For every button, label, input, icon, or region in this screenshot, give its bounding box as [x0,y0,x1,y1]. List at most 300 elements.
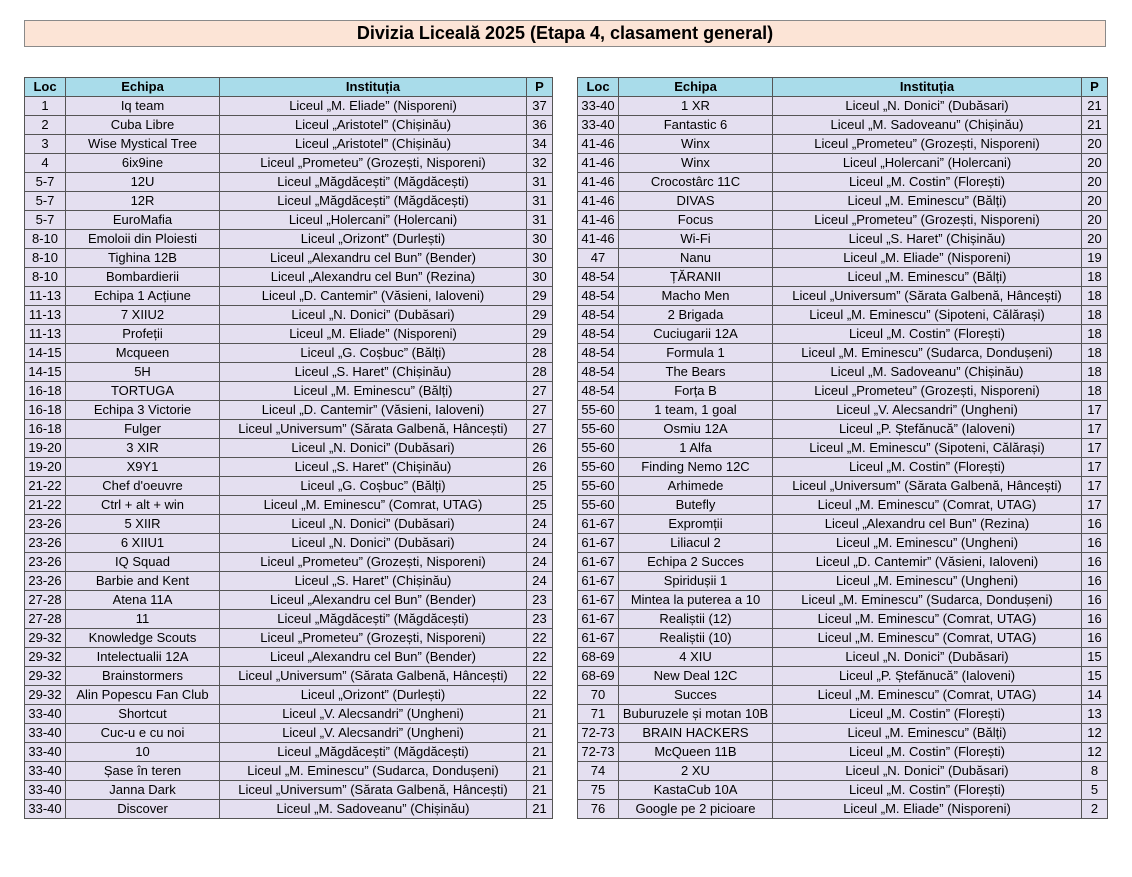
cell-loc: 16-18 [25,401,66,420]
table-row [578,591,1108,610]
cell-points: 17 [1082,458,1108,477]
cell-institution: Liceul „N. Donici” (Dubăsari) [220,306,527,325]
table-row [578,249,1108,268]
cell-team: Finding Nemo 12C [619,458,773,477]
standings-table-left [24,77,553,819]
cell-loc: 33-40 [25,724,66,743]
cell-institution: Liceul „M. Costin” (Florești) [773,743,1082,762]
cell-institution: Liceul „S. Haret” (Chișinău) [220,363,527,382]
cell-points: 21 [527,705,553,724]
cell-institution: Liceul „Alexandru cel Bun” (Rezina) [220,268,527,287]
table-row [25,686,553,705]
cell-team: Succes [619,686,773,705]
table-row [25,667,553,686]
cell-institution: Liceul „M. Eminescu” (Ungheni) [773,534,1082,553]
cell-loc: 61-67 [578,591,619,610]
table-row [25,496,553,515]
table-row [25,762,553,781]
table-row [25,477,553,496]
cell-team: Shortcut [66,705,220,724]
cell-team: X9Y1 [66,458,220,477]
table-row [25,192,553,211]
cell-points: 21 [527,724,553,743]
cell-loc: 19-20 [25,458,66,477]
cell-loc: 33-40 [25,762,66,781]
cell-team: Iq team [66,97,220,116]
cell-loc: 2 [25,116,66,135]
cell-team: DIVAS [619,192,773,211]
cell-institution: Liceul „M. Costin” (Florești) [773,325,1082,344]
cell-points: 18 [1082,344,1108,363]
cell-points: 21 [527,762,553,781]
cell-institution: Liceul „M. Eminescu” (Sudarca, Dondușeni) [220,762,527,781]
cell-institution: Liceul „M. Sadoveanu” (Chișinău) [773,116,1082,135]
cell-team: 6ix9ine [66,154,220,173]
cell-institution: Liceul „M. Eminescu” (Comrat, UTAG) [773,686,1082,705]
table-row [578,610,1108,629]
cell-loc: 23-26 [25,572,66,591]
cell-institution: Liceul „M. Eminescu” (Comrat, UTAG) [220,496,527,515]
cell-institution: Liceul „M. Eminescu” (Sudarca, Dondușeni) [773,344,1082,363]
cell-loc: 75 [578,781,619,800]
cell-institution: Liceul „M. Eliade” (Nisporeni) [220,325,527,344]
table-row [25,401,553,420]
cell-loc: 27-28 [25,591,66,610]
cell-points: 26 [527,458,553,477]
cell-team: 2 Brigada [619,306,773,325]
cell-institution: Liceul „G. Coșbuc” (Bălți) [220,477,527,496]
cell-loc: 3 [25,135,66,154]
cell-team: 5 XIIR [66,515,220,534]
cell-team: Discover [66,800,220,819]
cell-loc: 41-46 [578,173,619,192]
cell-team: Barbie and Kent [66,572,220,591]
cell-loc: 41-46 [578,154,619,173]
cell-team: Mintea la puterea a 10 [619,591,773,610]
cell-institution: Liceul „Universum” (Sărata Galbenă, Hâncești) [220,420,527,439]
table-row [25,382,553,401]
cell-loc: 55-60 [578,439,619,458]
cell-points: 21 [527,743,553,762]
cell-institution: Liceul „S. Haret” (Chișinău) [220,458,527,477]
cell-points: 16 [1082,572,1108,591]
cell-loc: 48-54 [578,287,619,306]
cell-team: Liliacul 2 [619,534,773,553]
table-row [578,686,1108,705]
cell-points: 27 [527,401,553,420]
cell-institution: Liceul „Prometeu” (Grozești, Nisporeni) [773,135,1082,154]
cell-loc: 11-13 [25,325,66,344]
table-header-row [578,78,1108,97]
table-row [578,534,1108,553]
cell-team: Google pe 2 picioare [619,800,773,819]
cell-team: Fulger [66,420,220,439]
cell-team: New Deal 12C [619,667,773,686]
header-institution: Instituția [773,78,1082,97]
cell-loc: 23-26 [25,515,66,534]
cell-institution: Liceul „Măgdăcești” (Măgdăcești) [220,743,527,762]
cell-team: Macho Men [619,287,773,306]
cell-loc: 8-10 [25,249,66,268]
cell-points: 15 [1082,667,1108,686]
cell-institution: Liceul „M. Costin” (Florești) [773,781,1082,800]
cell-team: Butefly [619,496,773,515]
cell-institution: Liceul „V. Alecsandri” (Ungheni) [773,401,1082,420]
header-institution: Instituția [220,78,527,97]
cell-points: 16 [1082,629,1108,648]
cell-institution: Liceul „Orizont” (Durlești) [220,230,527,249]
cell-points: 20 [1082,211,1108,230]
cell-loc: 33-40 [25,781,66,800]
cell-loc: 68-69 [578,648,619,667]
cell-institution: Liceul „Măgdăcești” (Măgdăcești) [220,192,527,211]
cell-team: Arhimede [619,477,773,496]
cell-institution: Liceul „Universum” (Sărata Galbenă, Hâncești) [773,477,1082,496]
cell-team: 1 XR [619,97,773,116]
cell-team: Crocostârc 11C [619,173,773,192]
cell-team: Chef d'oeuvre [66,477,220,496]
table-header-row [25,78,553,97]
cell-institution: Liceul „Alexandru cel Bun” (Bender) [220,249,527,268]
table-row [578,135,1108,154]
table-row [578,325,1108,344]
cell-loc: 55-60 [578,401,619,420]
cell-loc: 33-40 [25,705,66,724]
table-row [25,572,553,591]
table-row [25,458,553,477]
cell-loc: 61-67 [578,610,619,629]
cell-loc: 16-18 [25,420,66,439]
cell-institution: Liceul „Universum” (Sărata Galbenă, Hâncești) [773,287,1082,306]
cell-points: 25 [527,477,553,496]
cell-points: 21 [527,781,553,800]
cell-points: 20 [1082,135,1108,154]
cell-team: Knowledge Scouts [66,629,220,648]
table-row [578,724,1108,743]
cell-points: 21 [1082,97,1108,116]
table-row [578,211,1108,230]
cell-points: 12 [1082,743,1108,762]
cell-points: 24 [527,534,553,553]
cell-loc: 33-40 [25,800,66,819]
header-team: Echipa [66,78,220,97]
cell-team: The Bears [619,363,773,382]
table-row [578,629,1108,648]
cell-team: TORTUGA [66,382,220,401]
cell-team: Șase în teren [66,762,220,781]
cell-institution: Liceul „Universum” (Sărata Galbenă, Hâncești) [220,667,527,686]
cell-institution: Liceul „P. Ștefănucă” (Ialoveni) [773,667,1082,686]
cell-institution: Liceul „N. Donici” (Dubăsari) [773,97,1082,116]
table-row [25,610,553,629]
cell-institution: Liceul „Holercani” (Holercani) [773,154,1082,173]
cell-team: Tighina 12B [66,249,220,268]
cell-points: 24 [527,572,553,591]
cell-points: 17 [1082,420,1108,439]
cell-institution: Liceul „Aristotel” (Chișinău) [220,135,527,154]
cell-team: Echipa 1 Acțiune [66,287,220,306]
cell-institution: Liceul „M. Sadoveanu” (Chișinău) [220,800,527,819]
cell-team: Nanu [619,249,773,268]
cell-team: Winx [619,154,773,173]
table-row [578,382,1108,401]
cell-team: Formula 1 [619,344,773,363]
cell-loc: 55-60 [578,477,619,496]
table-row [578,268,1108,287]
cell-loc: 29-32 [25,648,66,667]
cell-points: 23 [527,591,553,610]
cell-team: EuroMafia [66,211,220,230]
table-row [25,116,553,135]
cell-loc: 23-26 [25,534,66,553]
cell-points: 26 [527,439,553,458]
cell-team: Echipa 3 Victorie [66,401,220,420]
cell-loc: 23-26 [25,553,66,572]
cell-institution: Liceul „M. Eminescu” (Bălți) [773,192,1082,211]
cell-loc: 8-10 [25,268,66,287]
cell-loc: 29-32 [25,667,66,686]
cell-institution: Liceul „M. Eminescu” (Sipoteni, Călărași) [773,439,1082,458]
cell-points: 12 [1082,724,1108,743]
cell-loc: 16-18 [25,382,66,401]
cell-team: 6 XIIU1 [66,534,220,553]
cell-institution: Liceul „M. Eliade” (Nisporeni) [220,97,527,116]
table-row [578,705,1108,724]
cell-team: Expromții [619,515,773,534]
cell-points: 20 [1082,192,1108,211]
cell-points: 17 [1082,496,1108,515]
cell-team: 3 XIR [66,439,220,458]
cell-points: 16 [1082,591,1108,610]
cell-institution: Liceul „M. Eminescu” (Sipoteni, Călărași) [773,306,1082,325]
cell-points: 34 [527,135,553,154]
table-row [578,439,1108,458]
table-row [25,420,553,439]
cell-institution: Liceul „Măgdăcești” (Măgdăcești) [220,610,527,629]
cell-institution: Liceul „Prometeu” (Grozești, Nisporeni) [773,211,1082,230]
cell-institution: Liceul „M. Eminescu” (Bălți) [773,268,1082,287]
cell-institution: Liceul „M. Eliade” (Nisporeni) [773,249,1082,268]
cell-points: 24 [527,553,553,572]
table-row [578,306,1108,325]
cell-loc: 48-54 [578,344,619,363]
cell-team: Spiridușii 1 [619,572,773,591]
standings-table-right [577,77,1108,819]
cell-team: Cuba Libre [66,116,220,135]
cell-institution: Liceul „N. Donici” (Dubăsari) [220,515,527,534]
table-row [25,306,553,325]
cell-institution: Liceul „V. Alecsandri” (Ungheni) [220,724,527,743]
cell-loc: 41-46 [578,135,619,154]
cell-points: 29 [527,325,553,344]
cell-loc: 61-67 [578,629,619,648]
cell-team: Atena 11A [66,591,220,610]
cell-team: Janna Dark [66,781,220,800]
cell-loc: 33-40 [25,743,66,762]
cell-institution: Liceul „N. Donici” (Dubăsari) [773,762,1082,781]
cell-team: Emoloii din Ploiesti [66,230,220,249]
cell-institution: Liceul „Prometeu” (Grozești, Nisporeni) [220,629,527,648]
cell-team: 10 [66,743,220,762]
table-row [25,781,553,800]
cell-loc: 61-67 [578,534,619,553]
cell-points: 27 [527,420,553,439]
cell-team: 1 team, 1 goal [619,401,773,420]
cell-loc: 55-60 [578,420,619,439]
table-row [578,344,1108,363]
cell-points: 13 [1082,705,1108,724]
cell-team: IQ Squad [66,553,220,572]
table-row [25,211,553,230]
cell-institution: Liceul „S. Haret” (Chișinău) [220,572,527,591]
header-loc: Loc [25,78,66,97]
table-row [25,743,553,762]
cell-team: Realiștii (10) [619,629,773,648]
cell-points: 25 [527,496,553,515]
cell-points: 32 [527,154,553,173]
cell-team: Profeții [66,325,220,344]
cell-team: Cuc-u e cu noi [66,724,220,743]
cell-points: 14 [1082,686,1108,705]
cell-team: Focus [619,211,773,230]
cell-institution: Liceul „Prometeu” (Grozești, Nisporeni) [220,553,527,572]
cell-team: Buburuzele și motan 10B [619,705,773,724]
table-row [578,762,1108,781]
cell-loc: 4 [25,154,66,173]
table-row [25,629,553,648]
cell-points: 20 [1082,154,1108,173]
cell-points: 36 [527,116,553,135]
cell-team: Winx [619,135,773,154]
cell-loc: 48-54 [578,325,619,344]
table-row [578,97,1108,116]
cell-team: 12R [66,192,220,211]
table-row [578,648,1108,667]
cell-institution: Liceul „M. Eminescu” (Bălți) [220,382,527,401]
cell-loc: 29-32 [25,686,66,705]
cell-institution: Liceul „M. Eminescu” (Comrat, UTAG) [773,629,1082,648]
cell-loc: 72-73 [578,724,619,743]
table-row [25,648,553,667]
cell-points: 19 [1082,249,1108,268]
cell-points: 23 [527,610,553,629]
cell-loc: 8-10 [25,230,66,249]
table-row [25,363,553,382]
cell-institution: Liceul „Alexandru cel Bun” (Bender) [220,591,527,610]
cell-loc: 19-20 [25,439,66,458]
cell-loc: 71 [578,705,619,724]
cell-points: 21 [1082,116,1108,135]
cell-points: 29 [527,287,553,306]
cell-loc: 29-32 [25,629,66,648]
cell-team: KastaCub 10A [619,781,773,800]
cell-points: 8 [1082,762,1108,781]
cell-loc: 48-54 [578,268,619,287]
cell-team: Wise Mystical Tree [66,135,220,154]
cell-loc: 1 [25,97,66,116]
cell-loc: 72-73 [578,743,619,762]
cell-loc: 21-22 [25,496,66,515]
cell-team: BRAIN HACKERS [619,724,773,743]
cell-loc: 76 [578,800,619,819]
cell-institution: Liceul „Universum” (Sărata Galbenă, Hâncești) [220,781,527,800]
cell-points: 22 [527,686,553,705]
cell-institution: Liceul „D. Cantemir” (Văsieni, Ialoveni) [773,553,1082,572]
cell-loc: 47 [578,249,619,268]
cell-institution: Liceul „Holercani” (Holercani) [220,211,527,230]
cell-institution: Liceul „G. Coșbuc” (Bălți) [220,344,527,363]
cell-institution: Liceul „Măgdăcești” (Măgdăcești) [220,173,527,192]
table-row [25,249,553,268]
cell-institution: Liceul „Prometeu” (Grozești, Nisporeni) [220,154,527,173]
cell-institution: Liceul „N. Donici” (Dubăsari) [220,439,527,458]
table-row [25,705,553,724]
table-row [25,230,553,249]
cell-institution: Liceul „M. Eminescu” (Sudarca, Dondușeni) [773,591,1082,610]
table-row [578,173,1108,192]
table-row [578,515,1108,534]
cell-institution: Liceul „Alexandru cel Bun” (Bender) [220,648,527,667]
page-title: Divizia Liceală 2025 (Etapa 4, clasament general) [24,20,1106,47]
cell-team: Echipa 2 Succes [619,553,773,572]
cell-points: 24 [527,515,553,534]
table-row [578,496,1108,515]
cell-loc: 14-15 [25,363,66,382]
cell-team: 4 XIU [619,648,773,667]
cell-institution: Liceul „N. Donici” (Dubăsari) [773,648,1082,667]
table-row [578,401,1108,420]
table-row [25,515,553,534]
cell-points: 16 [1082,534,1108,553]
cell-loc: 27-28 [25,610,66,629]
table-row [25,135,553,154]
table-row [578,192,1108,211]
table-row [25,591,553,610]
cell-points: 27 [527,382,553,401]
table-row [25,325,553,344]
cell-institution: Liceul „M. Costin” (Florești) [773,458,1082,477]
cell-loc: 41-46 [578,211,619,230]
table-row [25,534,553,553]
table-row [25,344,553,363]
cell-points: 28 [527,363,553,382]
cell-institution: Liceul „Alexandru cel Bun” (Rezina) [773,515,1082,534]
table-row [578,458,1108,477]
table-row [578,420,1108,439]
cell-team: Brainstormers [66,667,220,686]
cell-loc: 5-7 [25,211,66,230]
cell-points: 29 [527,306,553,325]
cell-institution: Liceul „Aristotel” (Chișinău) [220,116,527,135]
table-row [25,553,553,572]
cell-points: 18 [1082,325,1108,344]
cell-loc: 14-15 [25,344,66,363]
cell-loc: 55-60 [578,458,619,477]
cell-institution: Liceul „M. Sadoveanu” (Chișinău) [773,363,1082,382]
table-row [25,287,553,306]
cell-points: 37 [527,97,553,116]
table-row [578,743,1108,762]
cell-institution: Liceul „D. Cantemir” (Văsieni, Ialoveni) [220,401,527,420]
cell-team: Ctrl + alt + win [66,496,220,515]
table-row [578,116,1108,135]
cell-institution: Liceul „N. Donici” (Dubăsari) [220,534,527,553]
cell-institution: Liceul „S. Haret” (Chișinău) [773,230,1082,249]
header-team: Echipa [619,78,773,97]
table-row [25,154,553,173]
cell-team: Bombardierii [66,268,220,287]
table-row [578,800,1108,819]
